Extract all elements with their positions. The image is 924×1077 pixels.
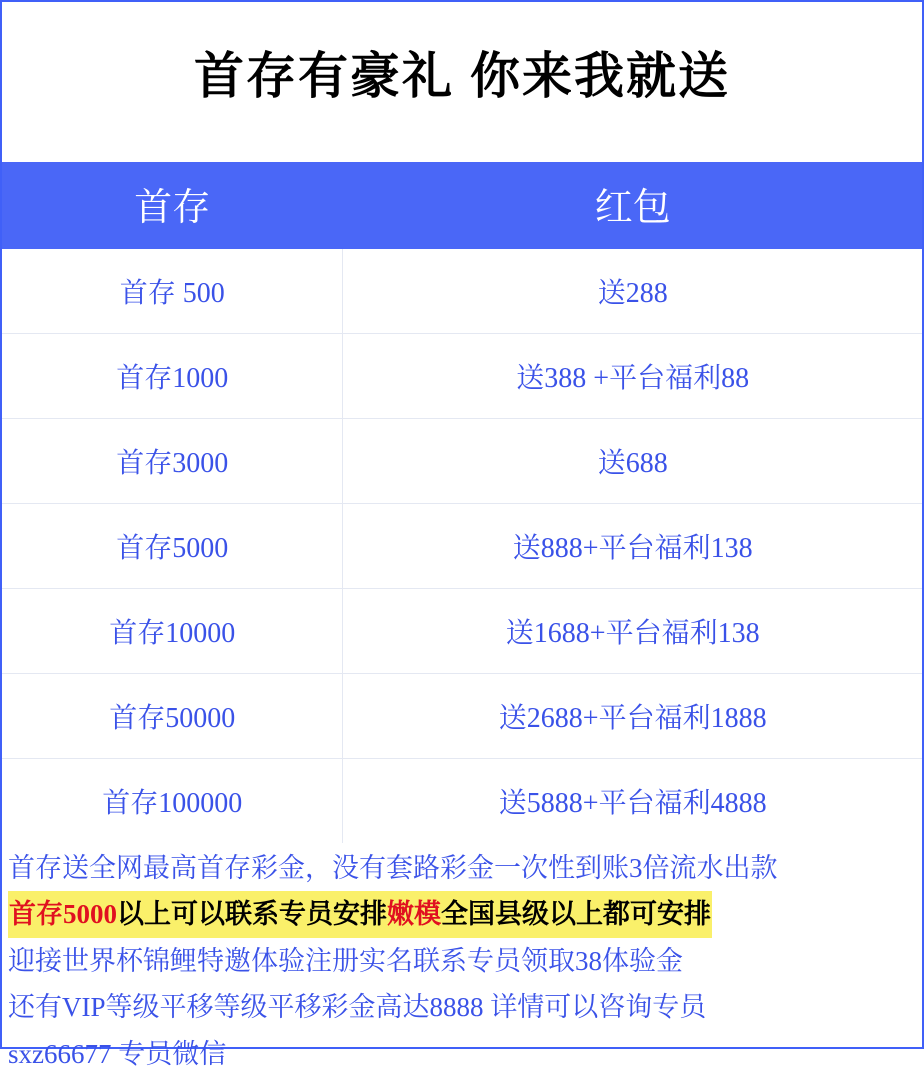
cell-bonus: 送5888+平台福利4888: [498, 788, 767, 819]
footer-line-2-text-a: 以上可以联系专员安排: [117, 899, 387, 930]
table-row: [2, 759, 922, 844]
cell-bonus: 送2688+平台福利1888: [343, 674, 922, 759]
footer-notes: [2, 843, 922, 1077]
footer-line-2-keyword: 嫩模: [387, 899, 441, 930]
cell-deposit: 首存50000: [2, 674, 343, 759]
page-title: 首存有豪礼 你来我就送: [194, 48, 730, 104]
table-row: [2, 334, 922, 419]
table-row: [2, 249, 922, 334]
table-header: [2, 162, 922, 249]
table-header-row: [2, 162, 922, 249]
column-header-bonus: 红包: [343, 162, 922, 249]
cell-bonus: 送288: [343, 249, 922, 334]
footer-line-3: 迎接世界杯锦鲤特邀体验注册实名联系专员领取38体验金: [8, 945, 683, 976]
table-row: [2, 674, 922, 759]
column-header-deposit: 首存: [2, 162, 343, 249]
cell-bonus: 送388 +平台福利88: [343, 334, 922, 419]
cell-deposit: 首存100000: [2, 759, 343, 844]
cell-bonus: 送688: [343, 419, 922, 504]
cell-deposit: 首存 500: [2, 249, 343, 334]
footer-line-5-wechat: sxz66677 专员微信: [8, 1038, 227, 1069]
cell-bonus: 送1688+平台福利138: [343, 589, 922, 674]
footer-line-4: 还有VIP等级平移等级平移彩金高达8888 详情可以咨询专员: [8, 992, 707, 1023]
promo-table-wrapper: [2, 162, 922, 843]
footer-line-2-wrapper: [8, 891, 916, 937]
footer-line-1: 首存送全网最高首存彩金，没有套路彩金一次性到账3倍流水出款: [8, 853, 778, 883]
table-row: [2, 504, 922, 589]
footer-line-2-text-b: 全国县级以上都可安排: [441, 899, 711, 930]
cell-deposit: 首存1000: [2, 334, 343, 419]
cell-deposit: 首存5000: [2, 504, 343, 589]
cell-deposit: 首存3000: [2, 419, 343, 504]
promo-table: [2, 162, 922, 843]
footer-line-2-amount: 首存5000: [9, 899, 117, 930]
table-row: [2, 419, 922, 504]
table-body: [2, 249, 922, 843]
table-row: [2, 589, 922, 674]
footer-line-2: [8, 891, 712, 937]
cell-bonus: 送888+平台福利138: [343, 504, 922, 589]
cell-deposit: 首存10000: [2, 589, 343, 674]
